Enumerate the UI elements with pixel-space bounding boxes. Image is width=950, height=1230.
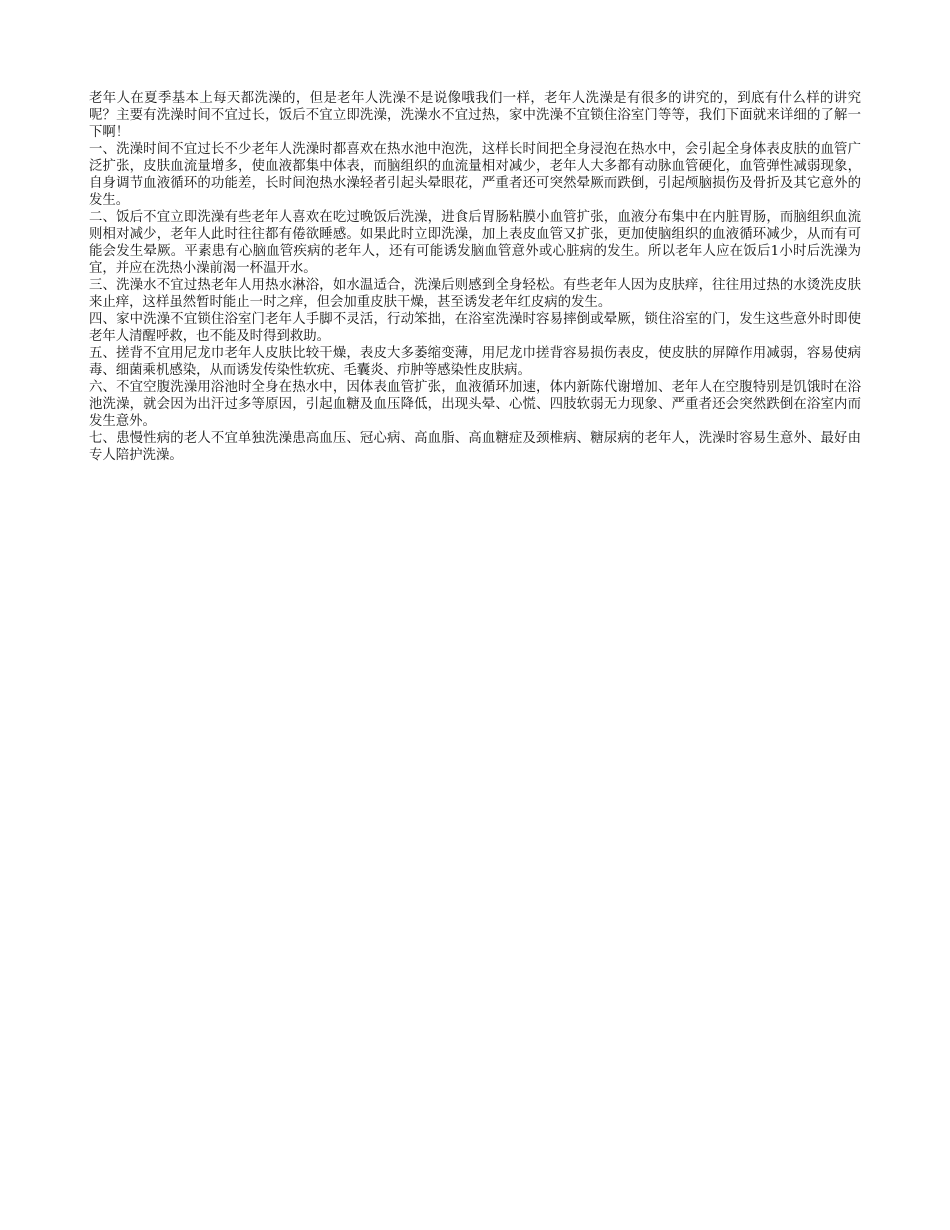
intro-paragraph: 老年人在夏季基本上每天都洗澡的，但是老年人洗澡不是说像哦我们一样，老年人洗澡是有很多的讲究的，到底有什么样的讲究呢？主要有洗澡时间不宜过长，饭后不宜立即洗澡，洗澡水不宜过热，家中洗澡不宜锁住浴室门等等，我们下面就来详细的了解一下啊！ xyxy=(89,91,861,140)
paragraph-empty-stomach: 六、不宜空腹洗澡用浴池时全身在热水中，因体表血管扩张，血液循环加速，体内新陈代谢增加、老年人在空腹特别是饥饿时在浴池洗澡，就会因为出汗过多等原因，引起血糖及血压降低，出现头晕、心慌、四肢软弱无力现象、严重者还会突然跌倒在浴室内而发生意外。 xyxy=(89,380,861,429)
paragraph-water-temperature: 三、洗澡水不宜过热老年人用热水淋浴，如水温适合，洗澡后则感到全身轻松。有些老年人因为皮肤痒，往往用过热的水烫洗皮肤来止痒，这样虽然暂时能止一时之痒，但会加重皮肤干燥，甚至诱发老年红皮病的发生。 xyxy=(89,278,861,310)
paragraph-chronic-illness: 七、患慢性病的老人不宜单独洗澡患高血压、冠心病、高血脂、高血糖症及颈椎病、糖尿病的老年人，洗澡时容易生意外、最好由专人陪护洗澡。 xyxy=(89,431,861,463)
paragraph-bath-duration: 一、洗澡时间不宜过长不少老年人洗澡时都喜欢在热水池中泡洗，这样长时间把全身浸泡在热水中，会引起全身体表皮肤的血管广泛扩张，皮肤血流量增多，使血液都集中体表，而脑组织的血流量相对减少，老年人大多都有动脉血管硬化，血管弹性减弱现象，自身调节血液循环的功能差，长时间泡热水澡轻者引起头晕眼花，严重者还可突然晕厥而跌倒，引起颅脑损伤及骨折及其它意外的发生。 xyxy=(89,142,861,208)
paragraph-bathroom-door: 四、家中洗澡不宜锁住浴室门老年人手脚不灵活，行动笨拙，在浴室洗澡时容易摔倒或晕厥，锁住浴室的门，发生这些意外时即使老年人清醒呼救，也不能及时得到救助。 xyxy=(89,312,861,344)
paragraph-after-meal: 二、饭后不宜立即洗澡有些老年人喜欢在吃过晚饭后洗澡，进食后胃肠粘膜小血管扩张，血液分布集中在内脏胃肠，而脑组织血流则相对减少，老年人此时往往都有倦欲睡感。如果此时立即洗澡，加上表皮血管又扩张，更加使脑组织的血液循环减少，从而有可能会发生晕厥。平素患有心脑血管疾病的老年人，还有可能诱发脑血管意外或心脏病的发生。所以老年人应在饭后1小时后洗澡为宜，并应在洗热小澡前渴一杯温开水。 xyxy=(89,210,861,276)
document-body xyxy=(89,90,861,464)
paragraph-nylon-towel: 五、搓背不宜用尼龙巾老年人皮肤比较干燥，表皮大多萎缩变薄，用尼龙巾搓背容易损伤表皮，使皮肤的屏障作用减弱，容易使病毒、细菌乘机感染，从而诱发传染性软疣、毛囊炎、疖肿等感染性皮肤病。 xyxy=(89,346,861,378)
